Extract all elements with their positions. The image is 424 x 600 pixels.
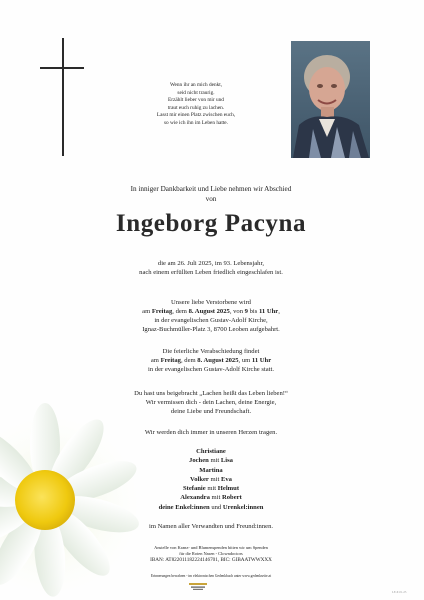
poem-line: Lasst mir einen Platz zwischen euch,	[156, 112, 236, 119]
death-notice-line: die am 26. Juli 2025, im 93. Lebensjahr,	[157, 260, 265, 267]
poem-line: Wenn ihr an mich denkt,	[169, 82, 223, 88]
viewing-line: in der evangelischen Gustav-Adolf Kirche,	[154, 317, 268, 324]
poem	[140, 82, 252, 128]
poem-line: so wie ich ihn im Leben hatte.	[164, 119, 228, 126]
farewell-date: 8. August 2025	[197, 357, 239, 364]
funeral-home-logo	[189, 583, 207, 591]
intro-line: In inniger Dankbarkeit und Liebe nehmen wir Abschied	[130, 185, 292, 193]
farewell-line: Die feierliche Verabschiedung findet	[162, 348, 260, 355]
mourner-entry: Volker mit Eva	[190, 475, 232, 483]
mourner-entry: Christiane	[196, 448, 226, 455]
farewell-line: am Freitag, dem 8. August 2025, um 11 Uhr	[150, 357, 272, 364]
farewell-info	[60, 347, 362, 374]
farewell-day: Freitag	[160, 357, 181, 364]
closing-line: im Namen aller Verwandten und Freund:innen.	[148, 523, 274, 530]
intro-line: von	[205, 194, 217, 203]
death-notice	[60, 259, 362, 277]
mourner-entry: Martina	[199, 466, 223, 474]
viewing-from: 9	[244, 308, 248, 315]
quote-line: deine Liebe und Freundschaft.	[170, 408, 252, 415]
death-notice-line: nach einem erfüllten Leben friedlich eingeschlafen ist.	[139, 269, 283, 276]
mourners-list	[110, 447, 312, 512]
quote-line: Wir vermissen dich - dein Lachen, deine Energie,	[145, 399, 277, 406]
donation-line: für die Roten Nasen - Clowndoctors	[179, 550, 243, 556]
mourner-entry: Stefanie mit Helmut	[182, 485, 240, 493]
intro-text	[60, 185, 362, 204]
deceased-name: Ingeborg Pacyna	[115, 210, 307, 237]
poem-line: Erzählt lieber von mir und	[168, 97, 224, 104]
footer-note: Erinnerungen bewahren - im elektronischen Gedenkbuch unter www.gedenkseite.at	[150, 574, 272, 578]
viewing-day: Freitag	[151, 308, 173, 315]
mourner-entry: deine Enkel:innen und Urenkel:innen	[158, 503, 264, 511]
document-code: LE-P-01-25	[392, 590, 407, 594]
quote-line: Du hast uns beigebracht „Lachen heißt das Leben lieben!“	[134, 390, 288, 397]
poem-line: seid nicht traurig.	[177, 89, 215, 96]
mourner-entry: Jochen mit Lisa	[189, 457, 233, 465]
cross-icon-vertical	[62, 38, 64, 156]
remember-line: Wir werden dich immer in unseren Herzen tragen.	[144, 429, 278, 436]
viewing-info	[60, 298, 362, 334]
farewell-time: 11 Uhr	[251, 357, 272, 364]
poem-line: traut euch ruhig zu lachen.	[167, 104, 225, 111]
mourner-entry: Alexandra mit Robert	[180, 494, 242, 502]
quote	[60, 389, 362, 416]
viewing-date: 8. August 2025	[188, 308, 230, 315]
donation-line: Anstelle von Kranz- und Blumenspenden bitten wir um Spenden	[154, 545, 268, 550]
viewing-to: 11 Uhr	[258, 308, 279, 315]
farewell-line: in der evangelischen Gustav-Adolf Kirche statt.	[148, 366, 274, 373]
cross-icon-horizontal	[40, 67, 84, 69]
viewing-line: am Freitag, dem 8. August 2025, von 9 bis 11 Uhr,	[142, 308, 280, 315]
viewing-line: Unsere liebe Verstorbene wird	[171, 299, 251, 306]
donation-notice	[100, 545, 322, 564]
donation-line: IBAN: AT822011182224146701, BIC: GIBAATWWXXX	[150, 556, 272, 563]
portrait-photo	[291, 41, 370, 158]
viewing-line: Ignaz-Buchmüller-Platz 3, 8700 Leoben aufgebahrt.	[142, 326, 280, 333]
